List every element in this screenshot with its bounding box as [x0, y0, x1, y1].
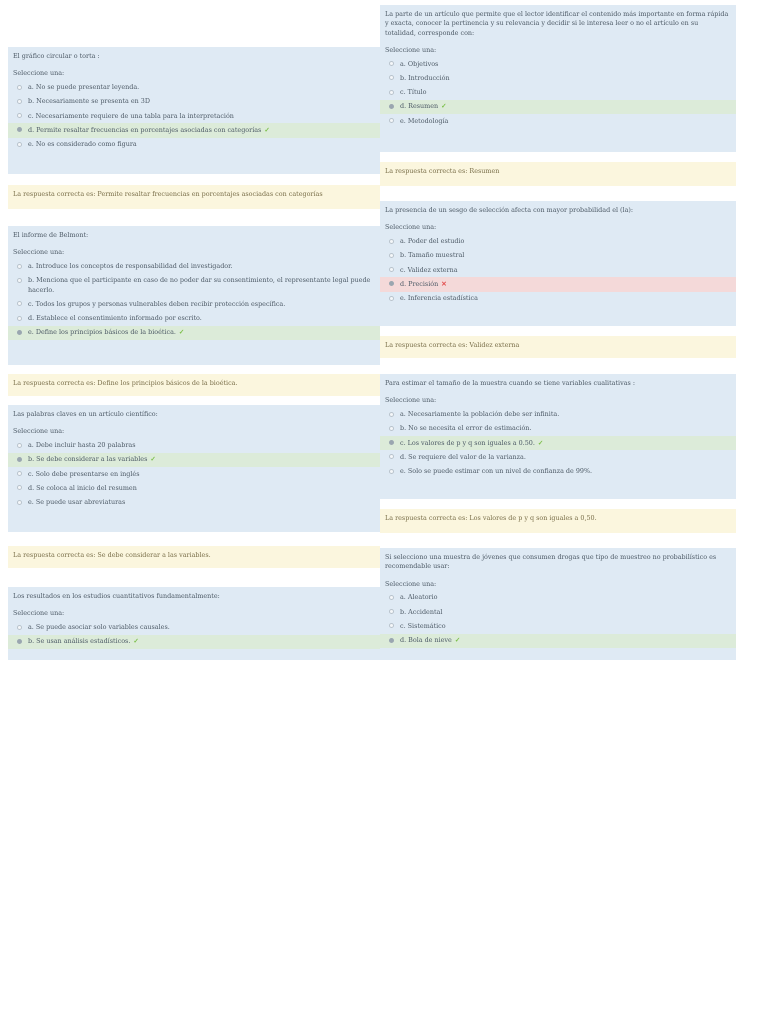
option-a[interactable] — [380, 408, 736, 422]
option-label: d. Se requiere del valor de la varianza. — [400, 452, 526, 461]
radio-button[interactable] — [17, 330, 22, 335]
select-prompt: Seleccione una: — [385, 45, 437, 54]
option-e[interactable] — [380, 465, 736, 479]
radio-button[interactable] — [17, 500, 22, 505]
radio-button[interactable] — [389, 440, 394, 445]
option-label: a. Se puede asociar solo variables causales. — [28, 623, 170, 632]
option-b[interactable] — [380, 71, 736, 85]
option-c[interactable] — [380, 619, 736, 633]
option-e[interactable] — [380, 292, 736, 306]
question-text: El informe de Belmont: — [13, 231, 89, 239]
question-card — [380, 201, 736, 326]
select-prompt: Seleccione una: — [385, 396, 437, 405]
option-label: c. Todos los grupos y personas vulnerables deben recibir protección específica. — [28, 299, 286, 308]
radio-button[interactable] — [17, 443, 22, 448]
radio-button[interactable] — [17, 639, 22, 644]
option-label: d. Establece el consentimiento informado por escrito. — [28, 314, 202, 323]
option-label: b. Necesariamente se presenta en 3D — [28, 97, 150, 106]
question-card — [8, 405, 380, 532]
radio-button[interactable] — [389, 281, 394, 286]
checkmark-icon: ✓ — [150, 455, 156, 464]
question-text: El gráfico circular o torta : — [13, 52, 100, 60]
radio-button[interactable] — [17, 99, 22, 104]
radio-button[interactable] — [17, 485, 22, 490]
question-card — [8, 587, 380, 660]
question-card — [8, 47, 380, 174]
select-prompt: Seleccione una: — [385, 223, 437, 232]
radio-button[interactable] — [17, 85, 22, 90]
option-b[interactable] — [8, 95, 380, 109]
option-label: a. Poder del estudio — [400, 237, 465, 246]
radio-button[interactable] — [17, 301, 22, 306]
select-prompt: Seleccione una: — [13, 427, 65, 436]
checkmark-icon: ✓ — [441, 102, 447, 111]
option-label: b. Introducción — [400, 73, 450, 82]
option-c[interactable] — [8, 467, 380, 481]
option-e[interactable] — [380, 114, 736, 128]
option-label: e. Metodología — [400, 116, 449, 125]
radio-button[interactable] — [389, 426, 394, 431]
option-b[interactable] — [8, 453, 380, 467]
option-d[interactable] — [380, 634, 736, 648]
radio-button[interactable] — [389, 296, 394, 301]
radio-button[interactable] — [389, 239, 394, 244]
option-b[interactable] — [380, 249, 736, 263]
option-c[interactable] — [8, 297, 380, 311]
question-card — [380, 374, 736, 499]
cross-icon: ✕ — [441, 279, 447, 288]
option-label: b. Tamaño muestral — [400, 251, 465, 260]
option-label: e. No es considerado como figura — [28, 140, 137, 149]
feedback-correct-answer: La respuesta correcta es: Se debe considerar a las variables. — [8, 546, 380, 568]
radio-button[interactable] — [389, 75, 394, 80]
question-text: La presencia de un sesgo de selección afecta con mayor probabilidad el (la): — [385, 206, 634, 214]
option-c[interactable] — [380, 86, 736, 100]
question-text: Para estimar el tamaño de la muestra cuando se tiene variables cualitativas : — [385, 379, 635, 387]
feedback-correct-answer: La respuesta correcta es: Resumen — [380, 162, 736, 186]
option-label: d. Precisión — [400, 279, 439, 288]
option-label: c. Necesariamente requiere de una tabla para la interpretación — [28, 111, 234, 120]
option-d[interactable] — [380, 450, 736, 464]
option-d[interactable] — [8, 481, 380, 495]
option-label: a. Objetivos — [400, 59, 439, 68]
radio-button[interactable] — [17, 471, 22, 476]
checkmark-icon: ✓ — [537, 438, 544, 447]
option-label: e. Se puede usar abreviaturas — [28, 498, 126, 507]
option-label: a. Debe incluir hasta 20 palabras — [28, 441, 136, 450]
question-card — [380, 5, 736, 152]
option-a[interactable] — [380, 591, 736, 605]
feedback-correct-answer: La respuesta correcta es: Permite resaltar frecuencias en porcentajes asociadas con categorías — [8, 185, 380, 209]
radio-button[interactable] — [389, 454, 394, 459]
radio-button[interactable] — [389, 61, 394, 66]
option-label: c. Validez externa — [400, 265, 458, 274]
radio-button[interactable] — [389, 623, 394, 628]
radio-button[interactable] — [17, 457, 22, 462]
question-text: Si selecciono una muestra de jóvenes que consumen drogas que tipo de muestreo no probabilístico es recomendable usar: — [385, 553, 717, 571]
option-label: b. Menciona que el participante en caso de no poder dar su consentimiento, el representante legal puede hacerlo. — [28, 276, 371, 294]
option-e[interactable] — [8, 138, 380, 152]
question-card — [380, 548, 736, 660]
option-c[interactable] — [380, 436, 736, 450]
option-a[interactable] — [8, 81, 380, 95]
radio-button[interactable] — [17, 127, 22, 132]
option-label: c. Los valores de p y q son iguales a 0.50. — [400, 438, 535, 447]
option-label: b. No se necesita el error de estimación. — [400, 424, 532, 433]
radio-button[interactable] — [389, 412, 394, 417]
option-label: a. Necesariamente la población debe ser infinita. — [400, 410, 560, 419]
option-e[interactable] — [8, 496, 380, 510]
option-c[interactable] — [380, 263, 736, 277]
radio-button[interactable] — [389, 90, 394, 95]
select-prompt: Seleccione una: — [385, 579, 437, 588]
option-c[interactable] — [8, 109, 380, 123]
radio-button[interactable] — [389, 118, 394, 123]
option-a[interactable] — [8, 439, 380, 453]
option-label: a. Aleatorio — [400, 593, 438, 602]
checkmark-icon: ✓ — [178, 328, 185, 337]
question-text: Los resultados en los estudios cuantitativos fundamentalmente: — [13, 592, 220, 600]
option-label: e. Define los principios básicos de la bioética. — [28, 328, 176, 337]
option-d[interactable] — [8, 123, 380, 137]
radio-button[interactable] — [389, 104, 394, 109]
option-a[interactable] — [8, 621, 380, 635]
option-a[interactable] — [380, 57, 736, 71]
radio-button[interactable] — [17, 316, 22, 321]
option-label: b. Se usan análisis estadísticos. — [28, 637, 131, 646]
option-label: c. Título — [400, 88, 427, 97]
radio-button[interactable] — [389, 609, 394, 614]
radio-button[interactable] — [17, 142, 22, 147]
option-label: e. Inferencia estadística — [400, 294, 478, 303]
select-prompt: Seleccione una: — [13, 248, 65, 257]
option-label: d. Se coloca al inicio del resumen — [28, 483, 137, 492]
option-label: d. Resumen — [400, 102, 439, 111]
feedback-correct-answer: La respuesta correcta es: Validez externa — [380, 336, 736, 358]
option-d[interactable] — [380, 100, 736, 114]
option-label: a. Introduce los conceptos de responsabilidad del investigador. — [28, 262, 233, 271]
radio-button[interactable] — [17, 264, 22, 269]
option-b[interactable] — [8, 635, 380, 649]
radio-button[interactable] — [17, 113, 22, 118]
option-label: d. Bola de nieve — [400, 636, 452, 645]
checkmark-icon: ✓ — [454, 636, 461, 645]
option-d[interactable] — [380, 277, 736, 291]
option-label: d. Permite resaltar frecuencias en porcentajes asociadas con categorías — [28, 125, 262, 134]
option-label: b. Accidental — [400, 607, 443, 616]
option-label: c. Solo debe presentarse en inglés — [28, 469, 140, 478]
option-d[interactable] — [8, 312, 380, 326]
feedback-correct-answer: La respuesta correcta es: Define los principios básicos de la bioética. — [8, 374, 380, 396]
option-b[interactable] — [380, 422, 736, 436]
radio-button[interactable] — [17, 278, 22, 283]
option-a[interactable] — [380, 235, 736, 249]
checkmark-icon: ✓ — [264, 125, 270, 134]
option-e[interactable] — [8, 326, 380, 340]
feedback-correct-answer: La respuesta correcta es: Los valores de p y q son iguales a 0,50. — [380, 509, 736, 533]
select-prompt: Seleccione una: — [13, 69, 65, 78]
radio-button[interactable] — [389, 469, 394, 474]
option-label: a. No se puede presentar leyenda. — [28, 83, 140, 92]
option-a[interactable] — [8, 260, 380, 274]
option-label: c. Sistemático — [400, 621, 446, 630]
radio-button[interactable] — [389, 267, 394, 272]
question-text: La parte de un artículo que permite que el lector identificar el contenido más importante en forma rápida y exacta, conocer la pertinencia y su relevancia y decidir si le interesa leer o no el artículo en su totalidad, corresponde con: — [385, 10, 729, 37]
checkmark-icon: ✓ — [133, 637, 139, 646]
radio-button[interactable] — [17, 625, 22, 630]
option-b[interactable] — [380, 605, 736, 619]
option-b[interactable] — [8, 274, 380, 298]
question-card — [8, 226, 380, 365]
question-text: Las palabras claves en un artículo científico: — [13, 410, 158, 418]
option-label: e. Solo se puede estimar con un nivel de confianza de 99%. — [400, 467, 593, 476]
option-label: b. Se debe considerar a las variables — [28, 455, 148, 464]
select-prompt: Seleccione una: — [13, 609, 65, 618]
radio-button[interactable] — [389, 638, 394, 643]
radio-button[interactable] — [389, 253, 394, 258]
radio-button[interactable] — [389, 595, 394, 600]
